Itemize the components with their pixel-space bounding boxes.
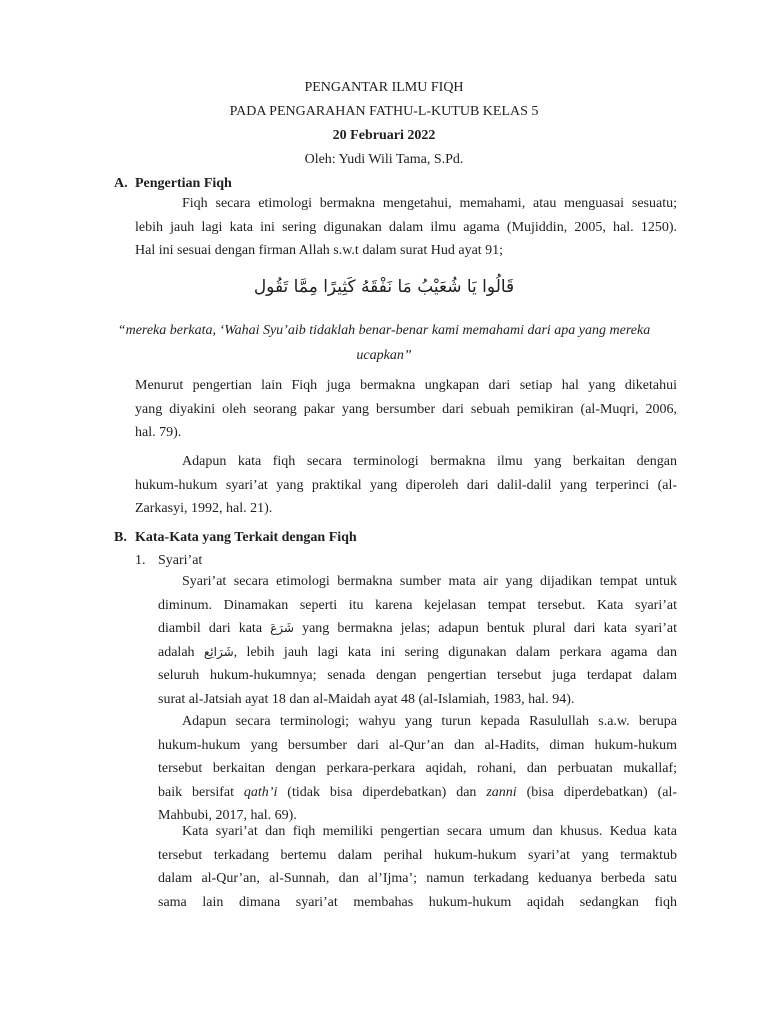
section-b-heading: Kata-Kata yang Terkait dengan Fiqh: [135, 530, 357, 545]
paragraph-line: dalam al-Qur’an, al-Sunnah, dan al’Ijma’; namun terkadang keduanya berbeda satu: [158, 871, 677, 886]
paragraph-line: hal. 79).: [135, 425, 182, 440]
section-a-paragraph-2: [135, 374, 677, 445]
text-run: baik bersifat: [158, 784, 234, 800]
section-a-paragraph-1: [135, 192, 677, 263]
paragraph-line: hukum-hukum syari’at yang praktikal yang diperoleh dari dalil-dalil yang terperinci (al-: [135, 477, 677, 493]
italic-term: zanni: [486, 784, 517, 800]
syariat-paragraph-3: [158, 820, 677, 914]
document-date: 20 Februari 2022: [332, 128, 436, 143]
paragraph-line: Adapun secara terminologi; wahyu yang turun kepada Rasulullah s.a.w. berupa: [182, 714, 677, 729]
paragraph-line: Fiqh secara etimologi bermakna mengetahui, memahami, atau menguasai sesuatu;: [182, 196, 677, 211]
paragraph-line: [158, 617, 677, 641]
paragraph-line: yang diyakini oleh seorang pakar yang bersumber dari sebuah pemikiran (al-Muqri, 2006,: [135, 401, 677, 417]
paragraph-line: seluruh hukum-hukumnya; senada dengan pengertian tersebut juga terdapat dalam: [158, 668, 677, 683]
paragraph-line: Mahbubi, 2017, hal. 69).: [158, 808, 297, 823]
paragraph-line: lebih jauh lagi kata ini sering digunakan dalam ilmu agama (Mujiddin, 2005, hal. 1250).: [135, 219, 677, 235]
arabic-verse: قَالُوا يَا شُعَيْبُ مَا نَفْقَهُ كَثِيرًا مِمَّا تَقُول: [253, 277, 515, 297]
arabic-word: شَرَائِع: [203, 644, 234, 659]
translation-line: ucapkan”: [356, 348, 412, 363]
paragraph-line: tersebut terkadang bertemu dalam perihal hukum-hukum syari’at yang termaktub: [158, 847, 677, 863]
document-author: Oleh: Yudi Wili Tama, S.Pd.: [304, 152, 464, 167]
paragraph-line: surat al-Jatsiah ayat 18 dan al-Maidah ayat 48 (al-Islamiah, 1983, hal. 94).: [158, 691, 575, 707]
paragraph-line: Adapun kata fiqh secara terminologi bermakna ilmu yang berkaitan dengan: [182, 454, 677, 469]
section-b-marker: B.: [114, 530, 127, 545]
document-title: PENGANTAR ILMU FIQH: [304, 80, 464, 95]
paragraph-line: [158, 641, 677, 665]
list-item-marker: 1.: [135, 553, 146, 568]
text-run: (tidak bisa diperdebatkan) dan: [287, 784, 477, 800]
verse-translation: [90, 318, 678, 368]
paragraph-line: sama lain dimana syari’at membahas hukum-hukum aqidah sedangkan fiqh: [158, 894, 677, 910]
italic-term: qath’i: [243, 784, 278, 800]
text-run: diambil dari kata: [158, 621, 263, 636]
paragraph-line: hukum-hukum yang bersumber dari al-Qur’an dan al-Hadits, diman hukum-hukum: [158, 737, 677, 753]
text-run: yang bermakna jelas; adapun bentuk plural dari kata syari’at: [302, 621, 678, 636]
translation-line: “mereka berkata, ‘Wahai Syu’aib tidaklah benar-benar kami memahami dari apa yang mereka: [117, 323, 651, 338]
text-run: , lebih jauh lagi kata ini sering digunakan dalam perkara agama dan: [233, 644, 678, 660]
list-item-title: Syari’at: [158, 553, 203, 568]
section-a-heading: Pengertian Fiqh: [135, 176, 232, 191]
paragraph-line: tersebut berkaitan dengan perkara-perkara aqidah, rohani, dan perbuatan mukallaf;: [158, 761, 677, 776]
text-run: (bisa diperdebatkan) (al-: [526, 784, 678, 800]
section-a-marker: A.: [114, 176, 128, 191]
text-run: adalah: [158, 644, 195, 660]
paragraph-line: diminum. Dinamakan seperti itu karena kejelasan tempat tersebut. Kata syari’at: [158, 597, 677, 613]
paragraph-line: Kata syari’at dan fiqh memiliki pengertian secara umum dan khusus. Kedua kata: [182, 824, 677, 839]
paragraph-line: [158, 781, 677, 805]
arabic-word: شَرَعَ: [270, 621, 294, 635]
document-subtitle: PADA PENGARAHAN FATHU-L-KUTUB KELAS 5: [229, 104, 539, 119]
paragraph-line: Menurut pengertian lain Fiqh juga bermakna ungkapan dari setiap hal yang diketahui: [135, 378, 677, 393]
paragraph-line: Hal ini sesuai dengan firman Allah s.w.t dalam surat Hud ayat 91;: [135, 243, 504, 258]
paragraph-line: Zarkasyi, 1992, hal. 21).: [135, 501, 273, 516]
section-a-paragraph-3: [135, 450, 677, 521]
syariat-paragraph-2: [158, 710, 677, 828]
paragraph-line: Syari’at secara etimologi bermakna sumber mata air yang dijadikan tempat untuk: [182, 574, 677, 589]
syariat-paragraph-1: [158, 570, 677, 711]
